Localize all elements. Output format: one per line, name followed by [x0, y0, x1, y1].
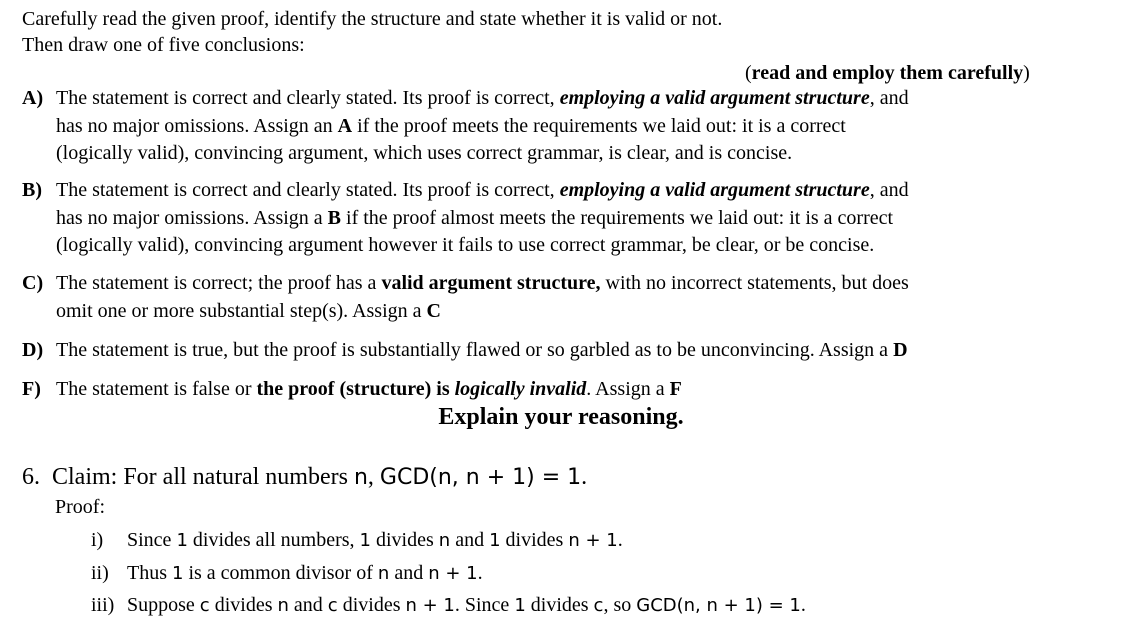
option-text: omit one or more substantial step(s). Assign a [56, 299, 427, 322]
option-emphasis: employing a valid argument structure [559, 179, 870, 201]
step-text: . [477, 562, 483, 584]
math-expression: n [353, 465, 368, 490]
math-expression: n + 1 [568, 530, 618, 551]
math-expression: 1 [172, 563, 184, 584]
grade-letter: C [426, 299, 441, 322]
option-text: , and [869, 179, 909, 201]
step-text: is a common divisor of [183, 562, 378, 584]
instruction-line-2: Then draw one of five conclusions: [22, 34, 305, 56]
step-text: divides all numbers, [187, 529, 360, 551]
option-text: if the proof meets the requirements we laid out: it is a correct [352, 114, 846, 137]
option-text: has no major omissions. Assign a [56, 206, 328, 229]
step-text: divides [370, 529, 439, 551]
step-text: divides [209, 594, 278, 616]
math-expression: c [199, 595, 210, 616]
option-text: The statement is correct; the proof has a [56, 272, 382, 294]
proof-step [91, 560, 483, 587]
instructions [22, 6, 722, 58]
step-text: . [800, 594, 806, 616]
math-expression: 1 [176, 530, 188, 551]
claim-text: . [581, 464, 588, 490]
option-letter: D) [22, 339, 44, 361]
option-text: The statement is correct and clearly stated. Its proof is correct, [56, 87, 560, 109]
math-expression: n + 1 [428, 563, 478, 584]
math-expression: 1 [514, 595, 526, 616]
option-text: has no major omissions. Assign an [56, 114, 338, 137]
option-text: if the proof almost meets the requirements we laid out: it is a correct [341, 206, 894, 229]
explain-heading: Explain your reasoning. [438, 404, 684, 430]
option-a [22, 85, 1102, 168]
grade-letter: A [337, 114, 353, 137]
math-expression: 1 [359, 530, 371, 551]
proof-step [91, 592, 806, 619]
option-emphasis: logically invalid [454, 378, 587, 400]
option-text: (logically valid), convincing argument, which uses correct grammar, is clear, and is concise. [56, 142, 793, 164]
grade-letter: F [669, 378, 682, 400]
math-expression: n [438, 530, 451, 551]
math-expression: c [593, 595, 604, 616]
step-text: divides [500, 529, 569, 551]
step-text: divides [337, 594, 406, 616]
instruction-line-1: Carefully read the given proof, identify the structure and state whether it is valid or not. [22, 8, 723, 30]
grade-letter: B [327, 206, 342, 229]
step-text: and [450, 529, 490, 551]
step-text: . [617, 529, 623, 551]
step-text: divides [525, 594, 594, 616]
step-number: i) [91, 529, 104, 551]
proof-label: Proof: [55, 496, 105, 518]
math-expression: c [327, 595, 338, 616]
step-number: iii) [91, 594, 115, 616]
note-open: ( [745, 62, 752, 84]
option-text: , and [869, 87, 909, 109]
option-d [22, 337, 1102, 365]
note-text: read and employ them carefully [751, 62, 1024, 84]
option-text: with no incorrect statements, but does [600, 272, 909, 294]
grade-letter: D [893, 339, 908, 361]
claim-number: 6. [22, 464, 40, 490]
math-expression: GCD(n, n + 1) = 1 [636, 595, 801, 616]
option-text: (logically valid), convincing argument however it fails to use correct grammar, be clear, or be concise. [56, 234, 875, 256]
math-expression: 1 [489, 530, 501, 551]
option-emphasis: employing a valid argument structure [559, 87, 870, 109]
claim-text: Claim: For all natural numbers [52, 464, 354, 490]
math-expression: n [277, 595, 289, 616]
step-text: Thus [127, 562, 172, 584]
step-text: . Since [454, 594, 515, 616]
option-text: The statement is correct and clearly stated. Its proof is correct, [56, 179, 560, 201]
option-letter: F) [22, 378, 41, 400]
option-text: . Assign a [586, 378, 670, 400]
option-b [22, 177, 1102, 260]
option-letter: A) [22, 87, 44, 109]
read-carefully-note [745, 60, 1030, 86]
option-emphasis: the proof (structure) is [256, 378, 455, 400]
step-number: ii) [91, 562, 109, 584]
option-letter: B) [22, 179, 42, 201]
step-text: , so [603, 594, 637, 616]
claim-text: , [367, 464, 380, 490]
claim [22, 462, 587, 493]
math-expression: n [377, 563, 390, 584]
step-text: and [288, 594, 328, 616]
step-text: Since [127, 529, 177, 551]
note-close: ) [1023, 62, 1030, 84]
math-expression: n + 1 [405, 595, 455, 616]
option-text: The statement is false or [56, 378, 257, 400]
math-expression: GCD(n, n + 1) = 1 [379, 465, 582, 490]
step-text: Suppose [127, 594, 200, 616]
proof-step [91, 527, 623, 554]
option-f [22, 376, 1102, 404]
step-text: and [389, 562, 429, 584]
option-c [22, 270, 1102, 325]
option-emphasis: valid argument structure, [381, 272, 601, 294]
option-text: The statement is true, but the proof is substantially flawed or so garbled as to be unconvincing. Assign a [56, 339, 894, 361]
option-letter: C) [22, 272, 44, 294]
